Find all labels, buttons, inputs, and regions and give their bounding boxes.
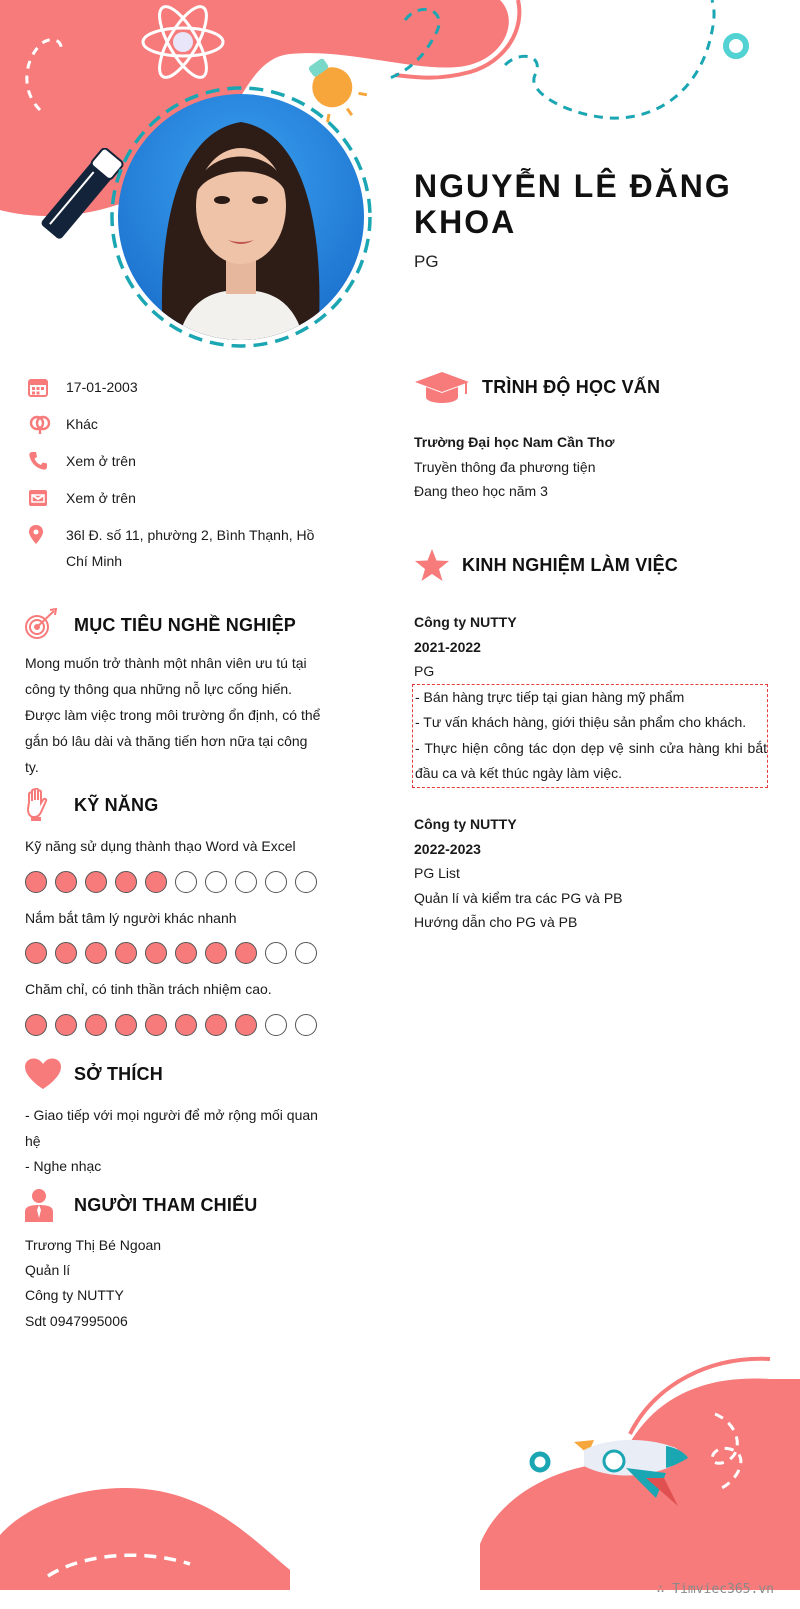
hobbies-line: - Giao tiếp với mọi người để mở rộng mối quan hệ: [25, 1107, 318, 1149]
gender-icon: [28, 414, 52, 434]
contact-email-text: Xem ở trên: [66, 490, 136, 506]
skill-rating-dot: [145, 1014, 167, 1036]
education-section-header: [414, 370, 660, 404]
contact-phone-text: Xem ở trên: [66, 453, 136, 469]
experience-description: [412, 684, 768, 788]
skill-rating-dot: [115, 871, 137, 893]
skill-rating-dot: [265, 1014, 287, 1036]
atom-icon: [138, 4, 228, 84]
education-block: [414, 430, 774, 504]
education-school: Trường Đại học Nam Cần Thơ: [414, 434, 615, 450]
skill-rating-dot: [25, 942, 47, 964]
skill-rating-dot: [25, 871, 47, 893]
bottom-left-blob-decoration: [0, 1460, 300, 1590]
hobbies-line: - Nghe nhạc: [25, 1158, 102, 1174]
skill-rating-dot: [295, 942, 317, 964]
hobbies-section-header: [24, 1058, 163, 1090]
experience-position: PG List: [414, 865, 460, 881]
phone-icon: [28, 451, 48, 471]
experience-period: 2021-2022: [414, 638, 481, 655]
dashed-swirl-decoration: [380, 0, 800, 140]
hobbies-title: SỞ THÍCH: [74, 1063, 163, 1084]
location-pin-icon: [28, 525, 44, 545]
skill-rating-dot: [85, 942, 107, 964]
skill-rating-dot: [205, 1014, 227, 1036]
skill-name: Chăm chỉ, có tinh thần trách nhiệm cao.: [25, 981, 272, 997]
email-icon: [28, 488, 48, 508]
experience-desc-line: - Tư vấn khách hàng, giới thiệu sản phẩm cho khách.: [415, 714, 747, 730]
star-icon: [414, 548, 450, 582]
education-title: TRÌNH ĐỘ HỌC VẤN: [482, 376, 661, 397]
contact-gender: [28, 411, 328, 437]
skill-rating-dot: [55, 871, 77, 893]
skill-rating-dot: [145, 942, 167, 964]
reference-section-header: [24, 1188, 257, 1222]
reference-phone: Sdt 0947995006: [25, 1313, 128, 1329]
reference-title: NGƯỜI THAM CHIẾU: [74, 1194, 258, 1215]
skill-rating-dot: [115, 1014, 137, 1036]
skill-name: Kỹ năng sử dụng thành thạo Word và Excel: [25, 838, 296, 854]
skill-rating-dot: [265, 871, 287, 893]
skill-rating-dot: [55, 1014, 77, 1036]
watermark-text: ∴ Timviec365.vn: [656, 1582, 774, 1597]
job-title: PG: [414, 252, 439, 271]
education-major: Truyền thông đa phương tiện: [414, 458, 596, 475]
rocket-icon: [516, 1428, 706, 1528]
target-icon: [24, 608, 58, 642]
heart-icon: [24, 1058, 62, 1090]
skill-rating: [25, 1014, 317, 1036]
reference-name: Trương Thị Bé Ngoan: [25, 1237, 162, 1253]
contact-address-text: 36l Đ. số 11, phường 2, Bình Thạnh, Hồ Chí Minh: [66, 527, 315, 569]
contact-dob-text: 17-01-2003: [66, 379, 138, 395]
experience-company: Công ty NUTTY: [414, 816, 517, 832]
avatar: [118, 94, 364, 340]
skill-rating-dot: [205, 942, 227, 964]
graduation-cap-icon: [414, 370, 470, 404]
skill-rating-dot: [295, 871, 317, 893]
skill-rating-dot: [295, 1014, 317, 1036]
reference-company: Công ty NUTTY: [25, 1287, 124, 1303]
contact-email: [28, 485, 328, 511]
reference-role: Quản lí: [25, 1262, 71, 1278]
contact-gender-text: Khác: [66, 416, 98, 432]
experience-item: [414, 610, 774, 788]
experience-period: 2022-2023: [414, 840, 481, 857]
experience-company: Công ty NUTTY: [414, 614, 517, 630]
experience-position: PG: [414, 663, 435, 679]
skill-rating-dot: [25, 1014, 47, 1036]
experience-section-header: [414, 548, 678, 582]
skill-rating-dot: [85, 871, 107, 893]
skill-rating-dot: [115, 942, 137, 964]
skill-rating-dot: [175, 871, 197, 893]
objective-section-header: [24, 608, 296, 642]
skill-rating-dot: [175, 942, 197, 964]
experience-desc-line: Hướng dẫn cho PG và PB: [414, 914, 578, 930]
skill-name: Nắm bắt tâm lý người khác nhanh: [25, 910, 237, 926]
experience-desc-line: - Bán hàng trực tiếp tại gian hàng mỹ phẩm: [415, 688, 685, 705]
full-name: NGUYỄN LÊ ĐĂNG KHOA: [414, 168, 732, 240]
objective-title: MỤC TIÊU NGHỀ NGHIỆP: [74, 614, 297, 635]
calendar-icon: [28, 377, 48, 397]
hand-icon: [24, 788, 50, 822]
skill-rating-dot: [265, 942, 287, 964]
experience-desc-line: - Thực hiện công tác dọn dẹp vệ sinh cửa hàng khi bắt đầu ca và kết thúc ngày làm việc.: [415, 739, 767, 781]
skill-rating-dot: [145, 871, 167, 893]
profile-photo: [118, 94, 364, 340]
skill-rating-dot: [85, 1014, 107, 1036]
skill-rating: [25, 871, 317, 893]
skill-rating: [25, 942, 317, 964]
skill-rating-dot: [235, 871, 257, 893]
skills-section-header: [24, 788, 158, 822]
skill-rating-dot: [55, 942, 77, 964]
experience-title: KINH NGHIỆM LÀM VIỆC: [462, 554, 679, 575]
person-icon: [24, 1188, 54, 1222]
skill-rating-dot: [205, 871, 227, 893]
skill-rating-dot: [175, 1014, 197, 1036]
skill-rating-dot: [235, 942, 257, 964]
skill-rating-dot: [235, 1014, 257, 1036]
experience-item: [414, 812, 774, 935]
contact-address: [28, 522, 328, 574]
education-status: Đang theo học năm 3: [414, 483, 548, 499]
experience-desc-line: Quản lí và kiểm tra các PG và PB: [414, 889, 623, 906]
contact-phone: [28, 448, 328, 474]
contact-dob: [28, 374, 328, 400]
objective-text: Mong muốn trở thành một nhân viên ưu tú tại công ty thông qua những nỗ lực cống hiến. Được làm việc trong môi trường ổn định, có thể gắn bó lâu dài và thăng tiến hơn nữa tại công ty.: [25, 655, 321, 775]
skills-title: KỸ NĂNG: [74, 794, 159, 815]
